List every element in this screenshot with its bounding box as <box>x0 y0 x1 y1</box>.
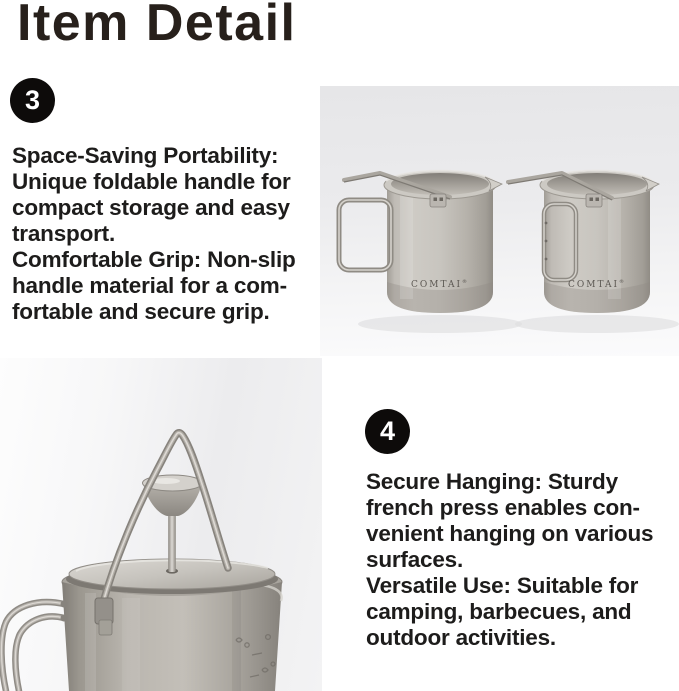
french-press-product-photo <box>0 358 322 691</box>
feature-text-block-3 <box>12 143 332 325</box>
feature-text-block-4 <box>366 469 678 651</box>
text-line: outdoor activities. <box>366 625 556 650</box>
handle-rivet <box>545 222 548 225</box>
brand-engraving <box>568 278 626 290</box>
text-line: Space-Saving Portability: <box>12 143 279 168</box>
hinge-hole <box>440 198 444 202</box>
handle-rivet <box>545 258 548 261</box>
hinge-plate <box>430 194 446 207</box>
text-line: transport. <box>12 221 116 246</box>
text-line: Comfortable Grip: Non-slip <box>12 247 296 272</box>
text-line: compact storage and easy <box>12 195 290 220</box>
pot-highlight <box>122 598 140 691</box>
brand-mark: ® <box>462 279 470 285</box>
text-line: Unique foldable handle for <box>12 169 291 194</box>
brand-text: COMTAI <box>410 280 463 290</box>
handle-wire-highlight <box>339 200 391 270</box>
text-line: handle material for a com- <box>12 273 287 298</box>
mugs-product-photo <box>320 86 679 356</box>
folding-handle-open <box>339 200 391 270</box>
hinge-hole <box>596 198 600 202</box>
plunger-rod <box>168 510 176 572</box>
step-number-4: 4 <box>379 416 396 446</box>
brand-engraving <box>411 278 469 290</box>
step-badge-3 <box>10 78 55 123</box>
mug-reflection <box>358 315 522 333</box>
french-press <box>1 433 282 691</box>
french-press-illustration <box>0 358 322 691</box>
folded-side-handle <box>1 601 67 691</box>
brand-text: COMTAI <box>567 280 620 290</box>
hinge-plate <box>586 194 602 207</box>
text-line: french press enables con- <box>366 495 640 520</box>
mugs-illustration <box>320 86 679 356</box>
text-line: camping, barbecues, and <box>366 599 632 624</box>
text-line: Secure Hanging: Sturdy <box>366 469 618 494</box>
text-line: surfaces. <box>366 547 464 572</box>
pot-highlight <box>85 593 96 691</box>
text-line: fortable and secure grip. <box>12 299 270 324</box>
mug-right <box>508 171 679 333</box>
hinge-hole <box>434 198 438 202</box>
brand-mark: ® <box>619 279 627 285</box>
text-line: venient hanging on various <box>366 521 654 546</box>
hinge-hole <box>590 198 594 202</box>
mug-left <box>339 171 522 333</box>
handle-rivet <box>545 240 548 243</box>
text-line: Versatile Use: Suitable for <box>366 573 639 598</box>
mug-reflection <box>515 315 679 333</box>
page-title: Item Detail <box>17 0 297 52</box>
step-badge-4 <box>365 409 410 454</box>
bail-bracket-tab <box>99 620 112 635</box>
step-number-3: 3 <box>24 85 41 115</box>
